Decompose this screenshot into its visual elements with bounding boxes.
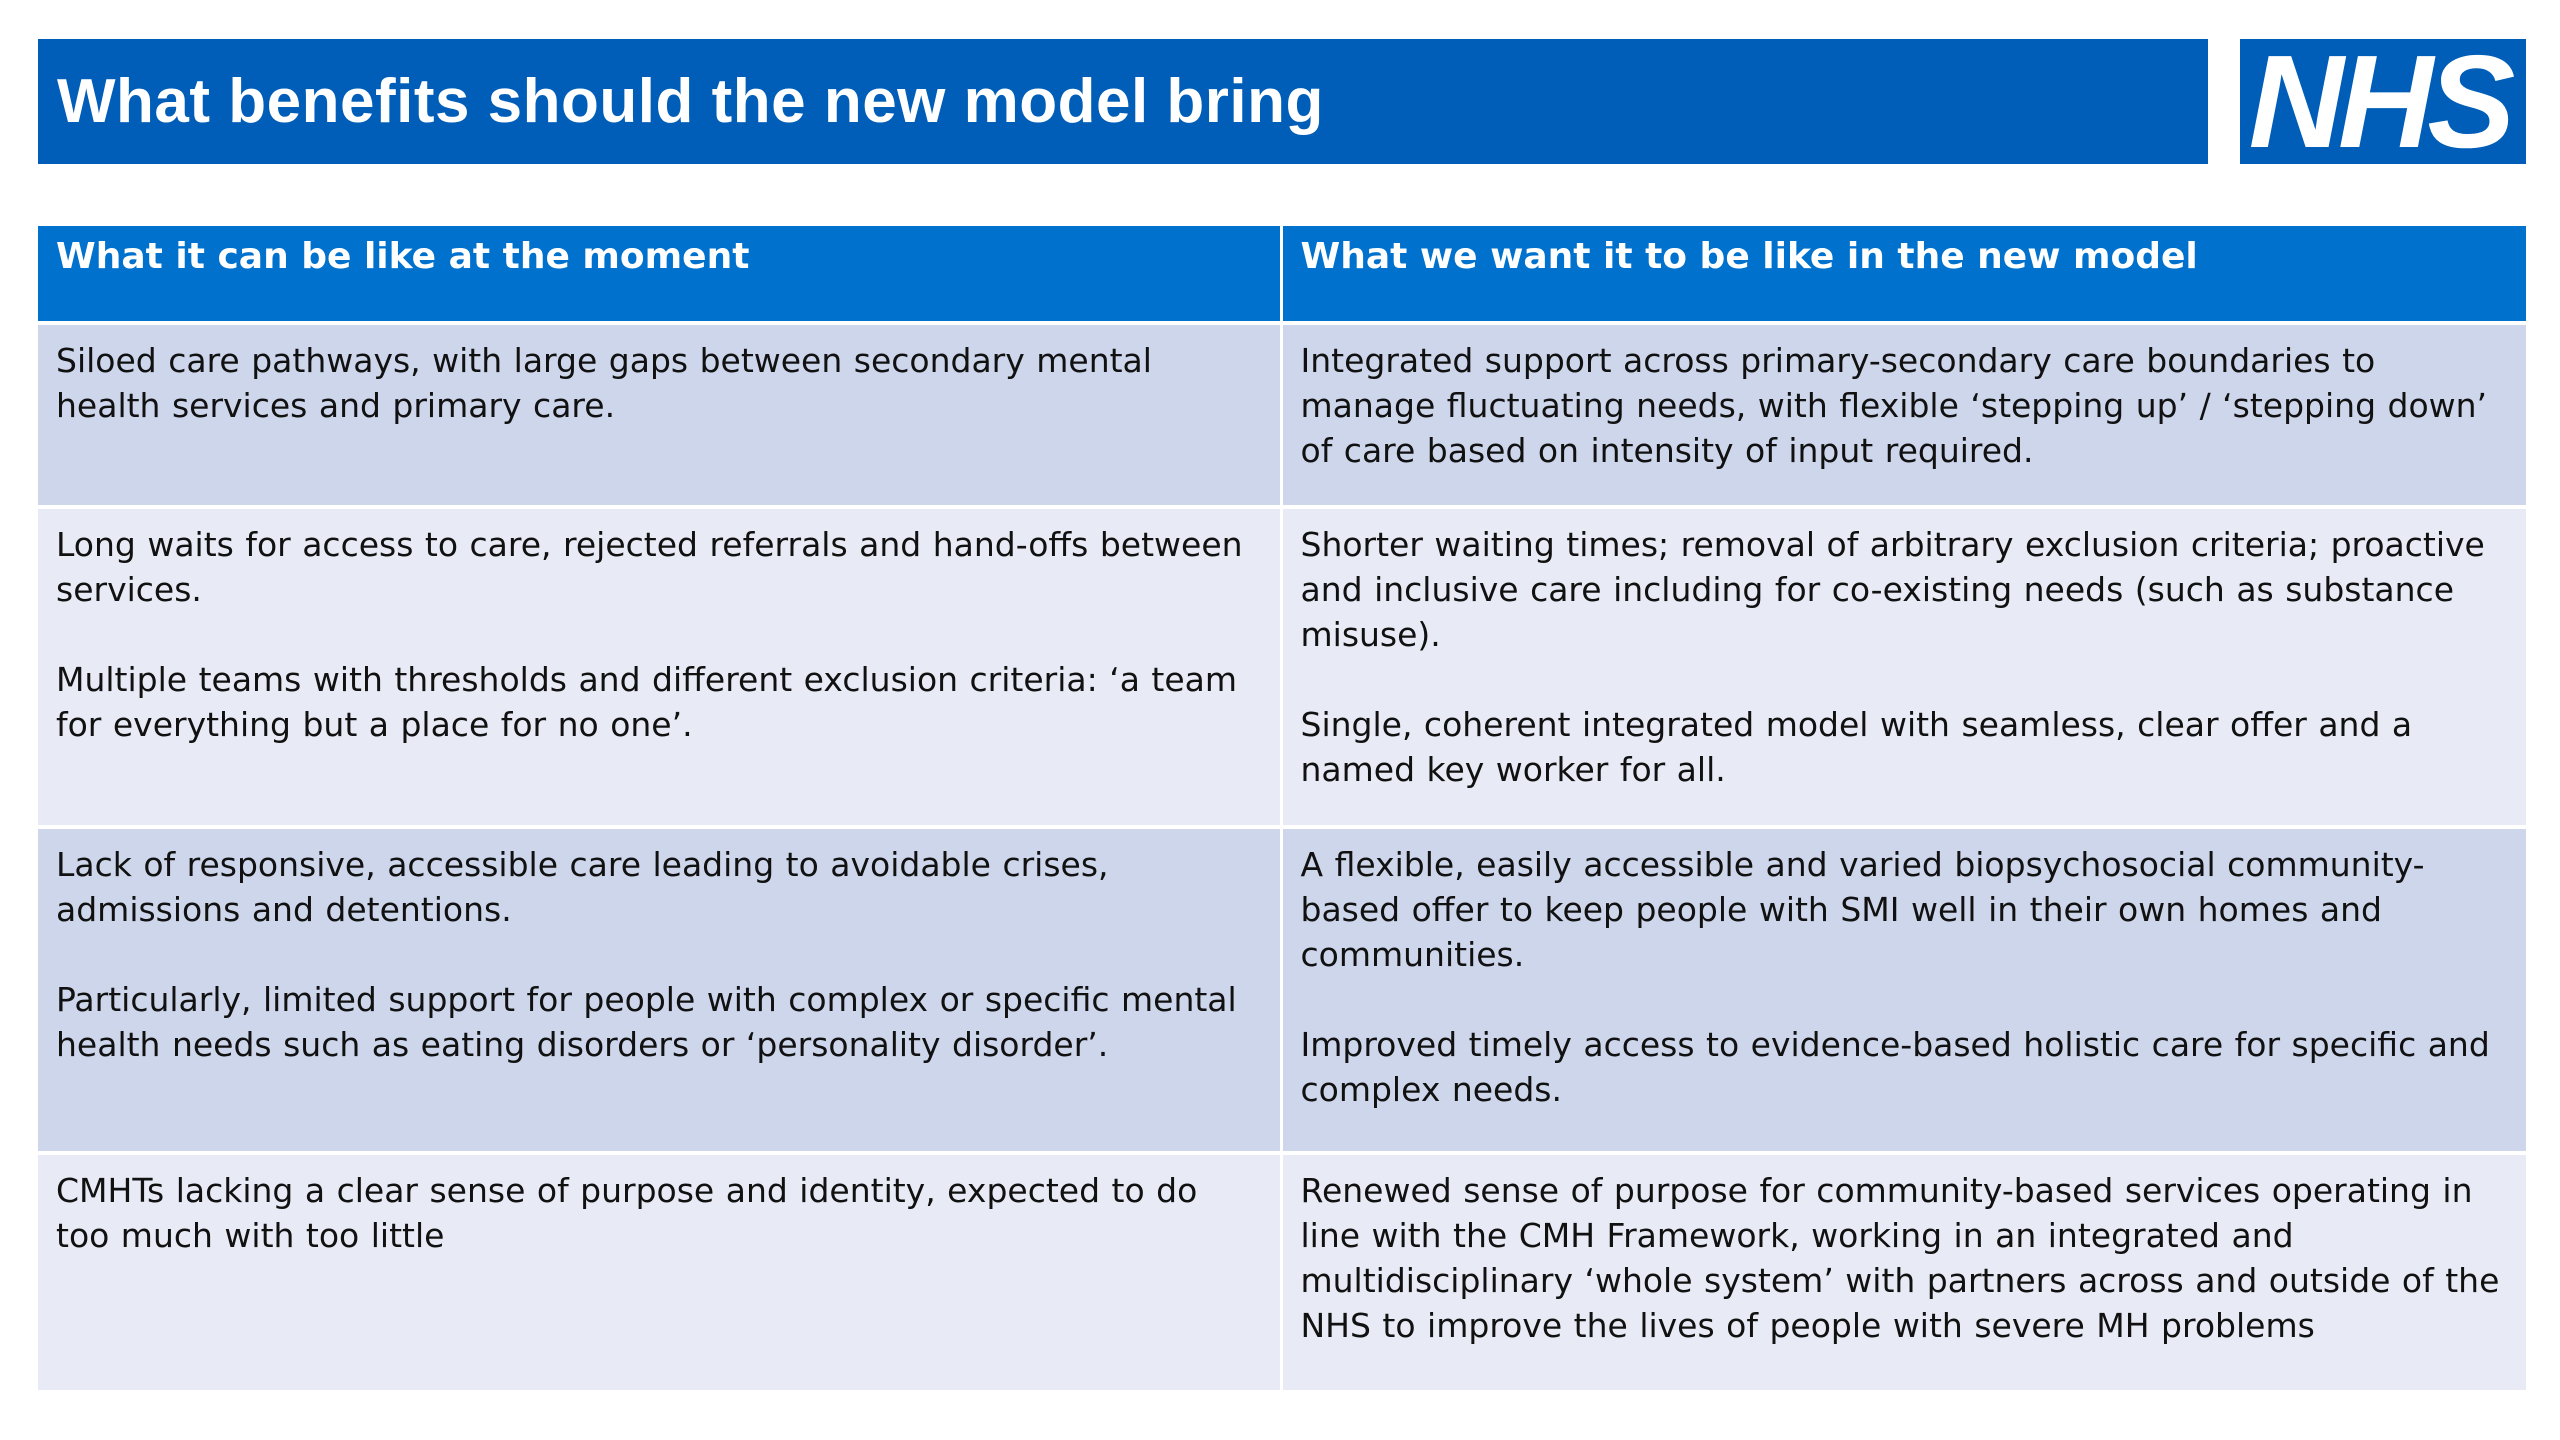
cell-text: Long waits for access to care, rejected referrals and hand-offs between services. [56,525,1243,609]
column-header-current: What it can be like at the moment [38,226,1281,323]
table-header-row [38,226,2526,323]
table-row [38,1153,2526,1390]
column-header-future: What we want it to be like in the new model [1281,226,2526,323]
nhs-logo-text: NHS [2248,27,2510,175]
cell-text: Multiple teams with thresholds and different exclusion criteria: ‘a team for everything but a place for no one’. [56,660,1238,744]
cell-text: Shorter waiting times; removal of arbitrary exclusion criteria; proactive and inclusive care including for co-existing needs (such as substance misuse). [1300,525,2485,654]
cell-text: Improved timely access to evidence-based holistic care for specific and complex needs. [1300,1025,2490,1109]
cell-future [1281,1153,2526,1390]
cell-future [1281,827,2526,1153]
cell-current [38,1153,1281,1390]
cell-current [38,507,1281,827]
cell-text: A flexible, easily accessible and varied biopsychosocial community-based offer to keep people with SMI well in their own homes and communities. [1300,845,2425,974]
cell-text: Lack of responsive, accessible care leading to avoidable crises, admissions and detentions. [56,845,1109,929]
title-bar [38,39,2208,164]
cell-text: Integrated support across primary-secondary care boundaries to manage fluctuating needs, with flexible ‘stepping up’ / ‘stepping down’ of care based on intensity of input required. [1300,341,2488,470]
cell-future [1281,323,2526,507]
table-row [38,323,2526,507]
cell-current [38,323,1281,507]
table-row [38,507,2526,827]
cell-future [1281,507,2526,827]
page-title: What benefits should the new model bring [57,67,1324,136]
cell-text: Particularly, limited support for people with complex or specific mental health needs such as eating disorders or ‘personality disorder’. [56,980,1237,1064]
nhs-logo [2240,27,2526,175]
cell-current [38,827,1281,1153]
comparison-table [38,226,2526,1390]
cell-text: Renewed sense of purpose for community-based services operating in line with the CMH Framework, working in an integrated and multidisciplinary ‘whole system’ with partners across and outside of the NHS to improve the lives of people with severe MH problems [1300,1171,2500,1345]
cell-text: Siloed care pathways, with large gaps between secondary mental health services and primary care. [56,341,1152,425]
table-row [38,827,2526,1153]
cell-text: Single, coherent integrated model with seamless, clear offer and a named key worker for all. [1300,705,2413,789]
cell-text: CMHTs lacking a clear sense of purpose and identity, expected to do too much with too little [56,1171,1198,1255]
